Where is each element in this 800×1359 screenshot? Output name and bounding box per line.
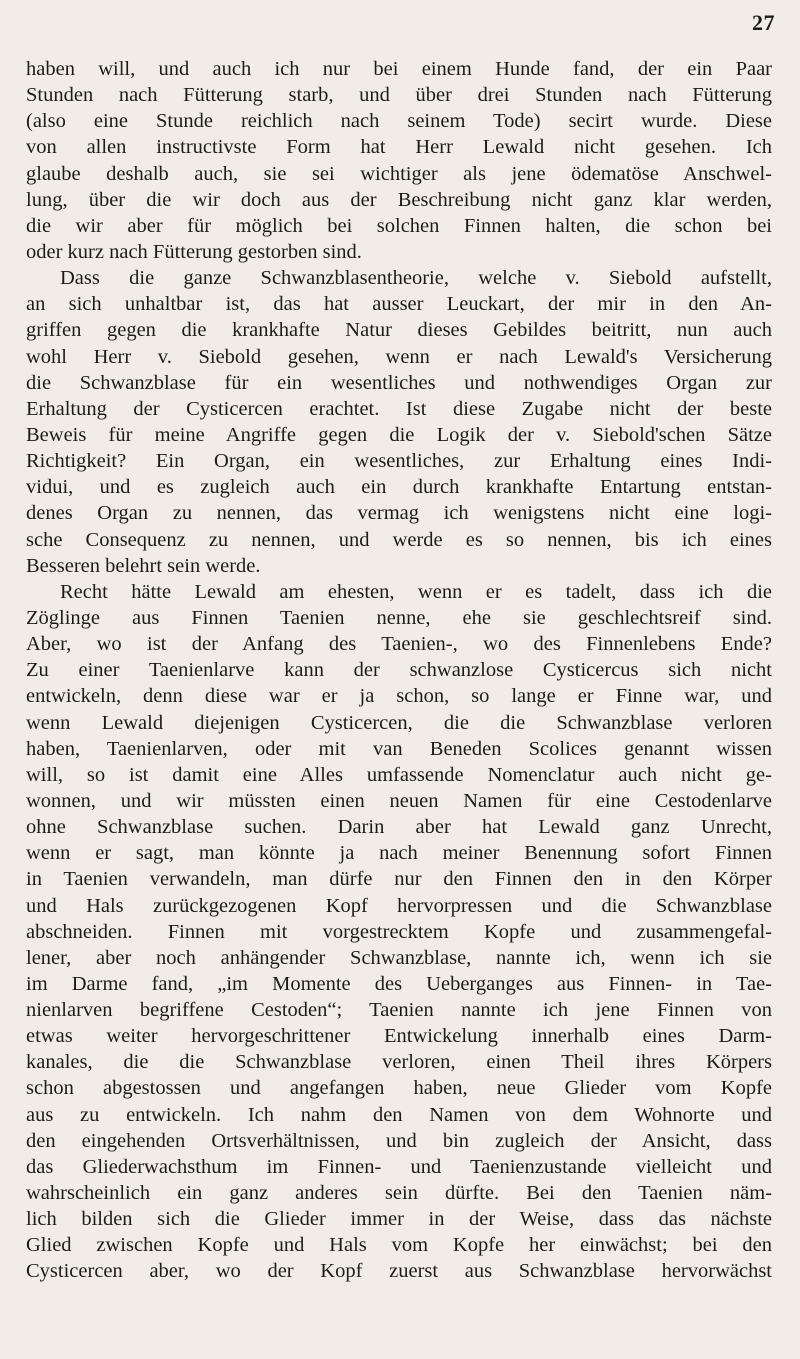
text-line: Zu einer Taenienlarve kann der schwanzlose Cysticercus sich nicht bbox=[26, 659, 772, 682]
text-line: will, so ist damit eine Alles umfassende Nomenclatur auch nicht ge- bbox=[26, 763, 772, 786]
text-line: nienlarven begriffene Cestoden“; Taenien nannte ich jene Finnen von bbox=[26, 999, 772, 1022]
text-line: oder kurz nach Fütterung gestorben sind. bbox=[26, 240, 362, 263]
text-line: lung, über die wir doch aus der Beschreibung nicht ganz klar werden, bbox=[26, 188, 772, 211]
text-line: Erhaltung der Cysticercen erachtet. Ist diese Zugabe nicht der beste bbox=[26, 397, 772, 420]
text-line: Dass die ganze Schwanzblasentheorie, welche v. Siebold aufstellt, bbox=[60, 267, 772, 290]
text-line: etwas weiter hervorgeschrittener Entwickelung innerhalb eines Darm- bbox=[26, 1025, 772, 1048]
text-line: abschneiden. Finnen mit vorgestrecktem Kopfe und zusammengefal- bbox=[26, 920, 772, 943]
text-line: wonnen, und wir müssten einen neuen Namen für eine Cestodenlarve bbox=[26, 789, 772, 812]
text-line: wenn Lewald diejenigen Cysticercen, die die Schwanzblase verloren bbox=[26, 711, 772, 734]
text-line: griffen gegen die krankhafte Natur dieses Gebildes beitritt, nun auch bbox=[26, 319, 772, 342]
text-line: haben will, und auch ich nur bei einem Hunde fand, der ein Paar bbox=[26, 58, 772, 80]
text-line: die wir aber für möglich bei solchen Finnen halten, die schon bei bbox=[26, 214, 772, 237]
text-line: haben, Taenienlarven, oder mit van Beneden Scolices genannt wissen bbox=[26, 737, 772, 760]
text-line: lich bilden sich die Glieder immer in der Weise, dass das nächste bbox=[26, 1208, 772, 1231]
text-line: Beweis für meine Angriffe gegen die Logik der v. Siebold'schen Sätze bbox=[26, 423, 772, 446]
text-line: von allen instructivste Form hat Herr Lewald nicht gesehen. Ich bbox=[26, 136, 772, 159]
text-line: wohl Herr v. Siebold gesehen, wenn er nach Lewald's Versicherung bbox=[26, 345, 772, 368]
text-line: im Darme fand, „im Momente des Ueberganges aus Finnen- in Tae- bbox=[26, 972, 772, 995]
text-line: wenn er sagt, man könnte ja nach meiner Benennung sofort Finnen bbox=[26, 842, 772, 865]
text-line: Zöglinge aus Finnen Taenien nenne, ehe sie geschlechtsreif sind. bbox=[26, 606, 772, 629]
text-line: das Gliederwachsthum im Finnen- und Taenienzustande vielleicht und bbox=[26, 1155, 772, 1178]
text-line: sche Consequenz zu nennen, und werde es so nennen, bis ich eines bbox=[26, 528, 772, 551]
text-line: (also eine Stunde reichlich nach seinem Tode) secirt wurde. Diese bbox=[26, 110, 772, 133]
text-line: Cysticercen aber, wo der Kopf zuerst aus Schwanzblase hervorwächst bbox=[26, 1260, 772, 1283]
text-line: den eingehenden Ortsverhältnissen, und bin zugleich der Ansicht, dass bbox=[26, 1129, 772, 1152]
text-line: die Schwanzblase für ein wesentliches und nothwendiges Organ zur bbox=[26, 371, 772, 394]
text-line: Stunden nach Fütterung starb, und über drei Stunden nach Fütterung bbox=[26, 84, 772, 107]
page-number: 27 bbox=[752, 10, 775, 35]
text-line: wahrscheinlich ein ganz anderes sein dürfte. Bei den Taenien näm- bbox=[26, 1182, 772, 1205]
text-line: schon abgestossen und angefangen haben, neue Glieder vom Kopfe bbox=[26, 1077, 772, 1100]
text-line: Richtigkeit? Ein Organ, ein wesentliches, zur Erhaltung eines Indi- bbox=[26, 450, 772, 473]
text-line: Recht hätte Lewald am ehesten, wenn er es tadelt, dass ich die bbox=[60, 580, 772, 603]
text-line: lener, aber noch anhängender Schwanzblase, nannte ich, wenn ich sie bbox=[26, 946, 772, 969]
text-line: aus zu entwickeln. Ich nahm den Namen von dem Wohnorte und bbox=[26, 1103, 772, 1126]
body-text bbox=[26, 56, 772, 1285]
text-line: glaube deshalb auch, sie sei wichtiger als jene ödematöse Anschwel- bbox=[26, 162, 772, 185]
text-line: in Taenien verwandeln, man dürfe nur den Finnen den in den Körper bbox=[26, 868, 772, 891]
text-line: entwickeln, denn diese war er ja schon, so lange er Finne war, und bbox=[26, 685, 772, 708]
text-line: Aber, wo ist der Anfang des Taenien-, wo des Finnenlebens Ende? bbox=[26, 633, 772, 656]
text-line: ohne Schwanzblase suchen. Darin aber hat Lewald ganz Unrecht, bbox=[26, 816, 772, 839]
text-line: vidui, und es zugleich auch ein durch krankhafte Entartung entstan- bbox=[26, 476, 772, 499]
text-line: kanales, die die Schwanzblase verloren, einen Theil ihres Körpers bbox=[26, 1051, 772, 1074]
text-line: Besseren belehrt sein werde. bbox=[26, 554, 261, 577]
text-line: an sich unhaltbar ist, das hat ausser Leuckart, der mir in den An- bbox=[26, 293, 772, 316]
text-line: Glied zwischen Kopfe und Hals vom Kopfe her einwächst; bei den bbox=[26, 1234, 772, 1257]
text-line: denes Organ zu nennen, das vermag ich wenigstens nicht eine logi- bbox=[26, 502, 772, 525]
text-line: und Hals zurückgezogenen Kopf hervorpressen und die Schwanzblase bbox=[26, 894, 772, 917]
